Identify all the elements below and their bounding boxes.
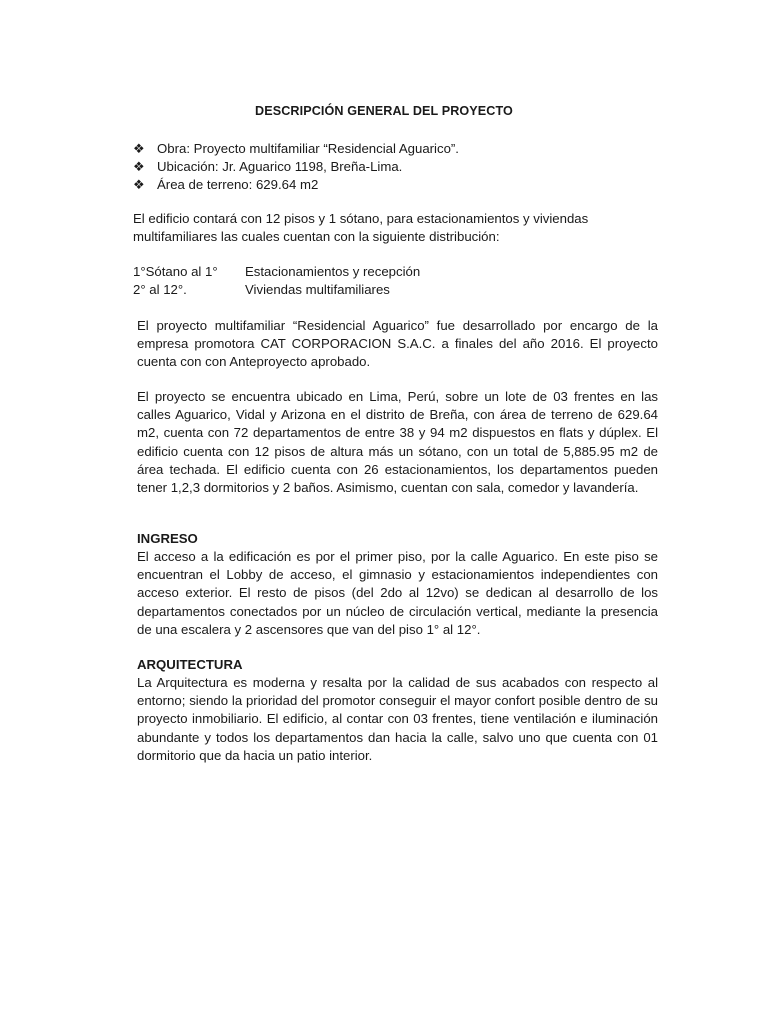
distribution-row [133,263,420,281]
four-diamond-bullet-icon: ❖ [133,159,145,174]
arquitectura-heading: ARQUITECTURA [137,657,243,672]
distribution-row [133,281,420,299]
list-item [133,158,693,176]
distribution-floors: 1°Sótano al 1° [133,264,218,279]
project-summary-list [133,140,693,194]
list-item [133,140,693,158]
ingreso-heading: INGRESO [137,531,198,546]
ingreso-paragraph: El acceso a la edificación es por el primer piso, por la calle Aguarico. En este piso se encuentran el Lobby de acceso, el gimnasio y estacionamientos independientes con acceso exterior. El resto de pisos (del 2do al 12vo) se dedican al desarrollo de los departamentos conectados por un núcleo de circulación vertical, mediante la presencia de una escalera y 2 ascensores que van del piso 1° al 12°. [137,549,658,637]
project-paragraph-2: El proyecto se encuentra ubicado en Lima, Perú, sobre un lote de 03 frentes en las calles Aguarico, Vidal y Arizona en el distrito de Breña, con área de terreno de 629.64 m2, cuenta con 72 departamentos de entre 38 y 94 m2 dispuestos en flats y dúplex. El edificio cuenta con 12 pisos de altura más un sótano, con un total de 5,885.95 m2 de área techada. El edificio cuenta con 26 estacionamientos, los departamentos pueden tener 1,2,3 dormitorios y 2 baños. Asimismo, cuentan con sala, comedor y lavandería. [137,389,658,496]
project-paragraph-1: El proyecto multifamiliar “Residencial Aguarico” fue desarrollado por encargo de la empresa promotora CAT CORPORACION S.A.C. a finales del año 2016. El proyecto cuenta con con Anteproyecto aprobado. [137,318,658,370]
floor-distribution [133,263,420,299]
distribution-use: Estacionamientos y recepción [245,264,421,279]
bullet-text-obra: Obra: Proyecto multifamiliar “Residencial Aguarico”. [157,141,459,156]
distribution-floors: 2° al 12°. [133,282,187,297]
distribution-use: Viviendas multifamiliares [245,282,390,297]
arquitectura-paragraph: La Arquitectura es moderna y resalta por la calidad de sus acabados con respecto al entorno; siendo la prioridad del promotor conseguir el mayor confort posible dentro de su proyecto inmobiliario. El edificio, al contar con 03 frentes, tiene ventilación e iluminación abundante y todos los departamentos dan hacia la calle, salvo uno que cuenta con 01 dormitorio que da hacia un patio interior. [137,675,658,763]
four-diamond-bullet-icon: ❖ [133,177,145,192]
document-title: DESCRIPCIÓN GENERAL DEL PROYECTO [255,104,513,118]
intro-paragraph: El edificio contará con 12 pisos y 1 sótano, para estacionamientos y viviendas multifamiliares las cuales cuentan con la siguiente distribución: [133,211,589,245]
four-diamond-bullet-icon: ❖ [133,141,145,156]
list-item [133,176,693,194]
bullet-text-ubicacion: Ubicación: Jr. Aguarico 1198, Breña-Lima. [157,159,403,174]
bullet-text-area: Área de terreno: 629.64 m2 [157,177,319,192]
